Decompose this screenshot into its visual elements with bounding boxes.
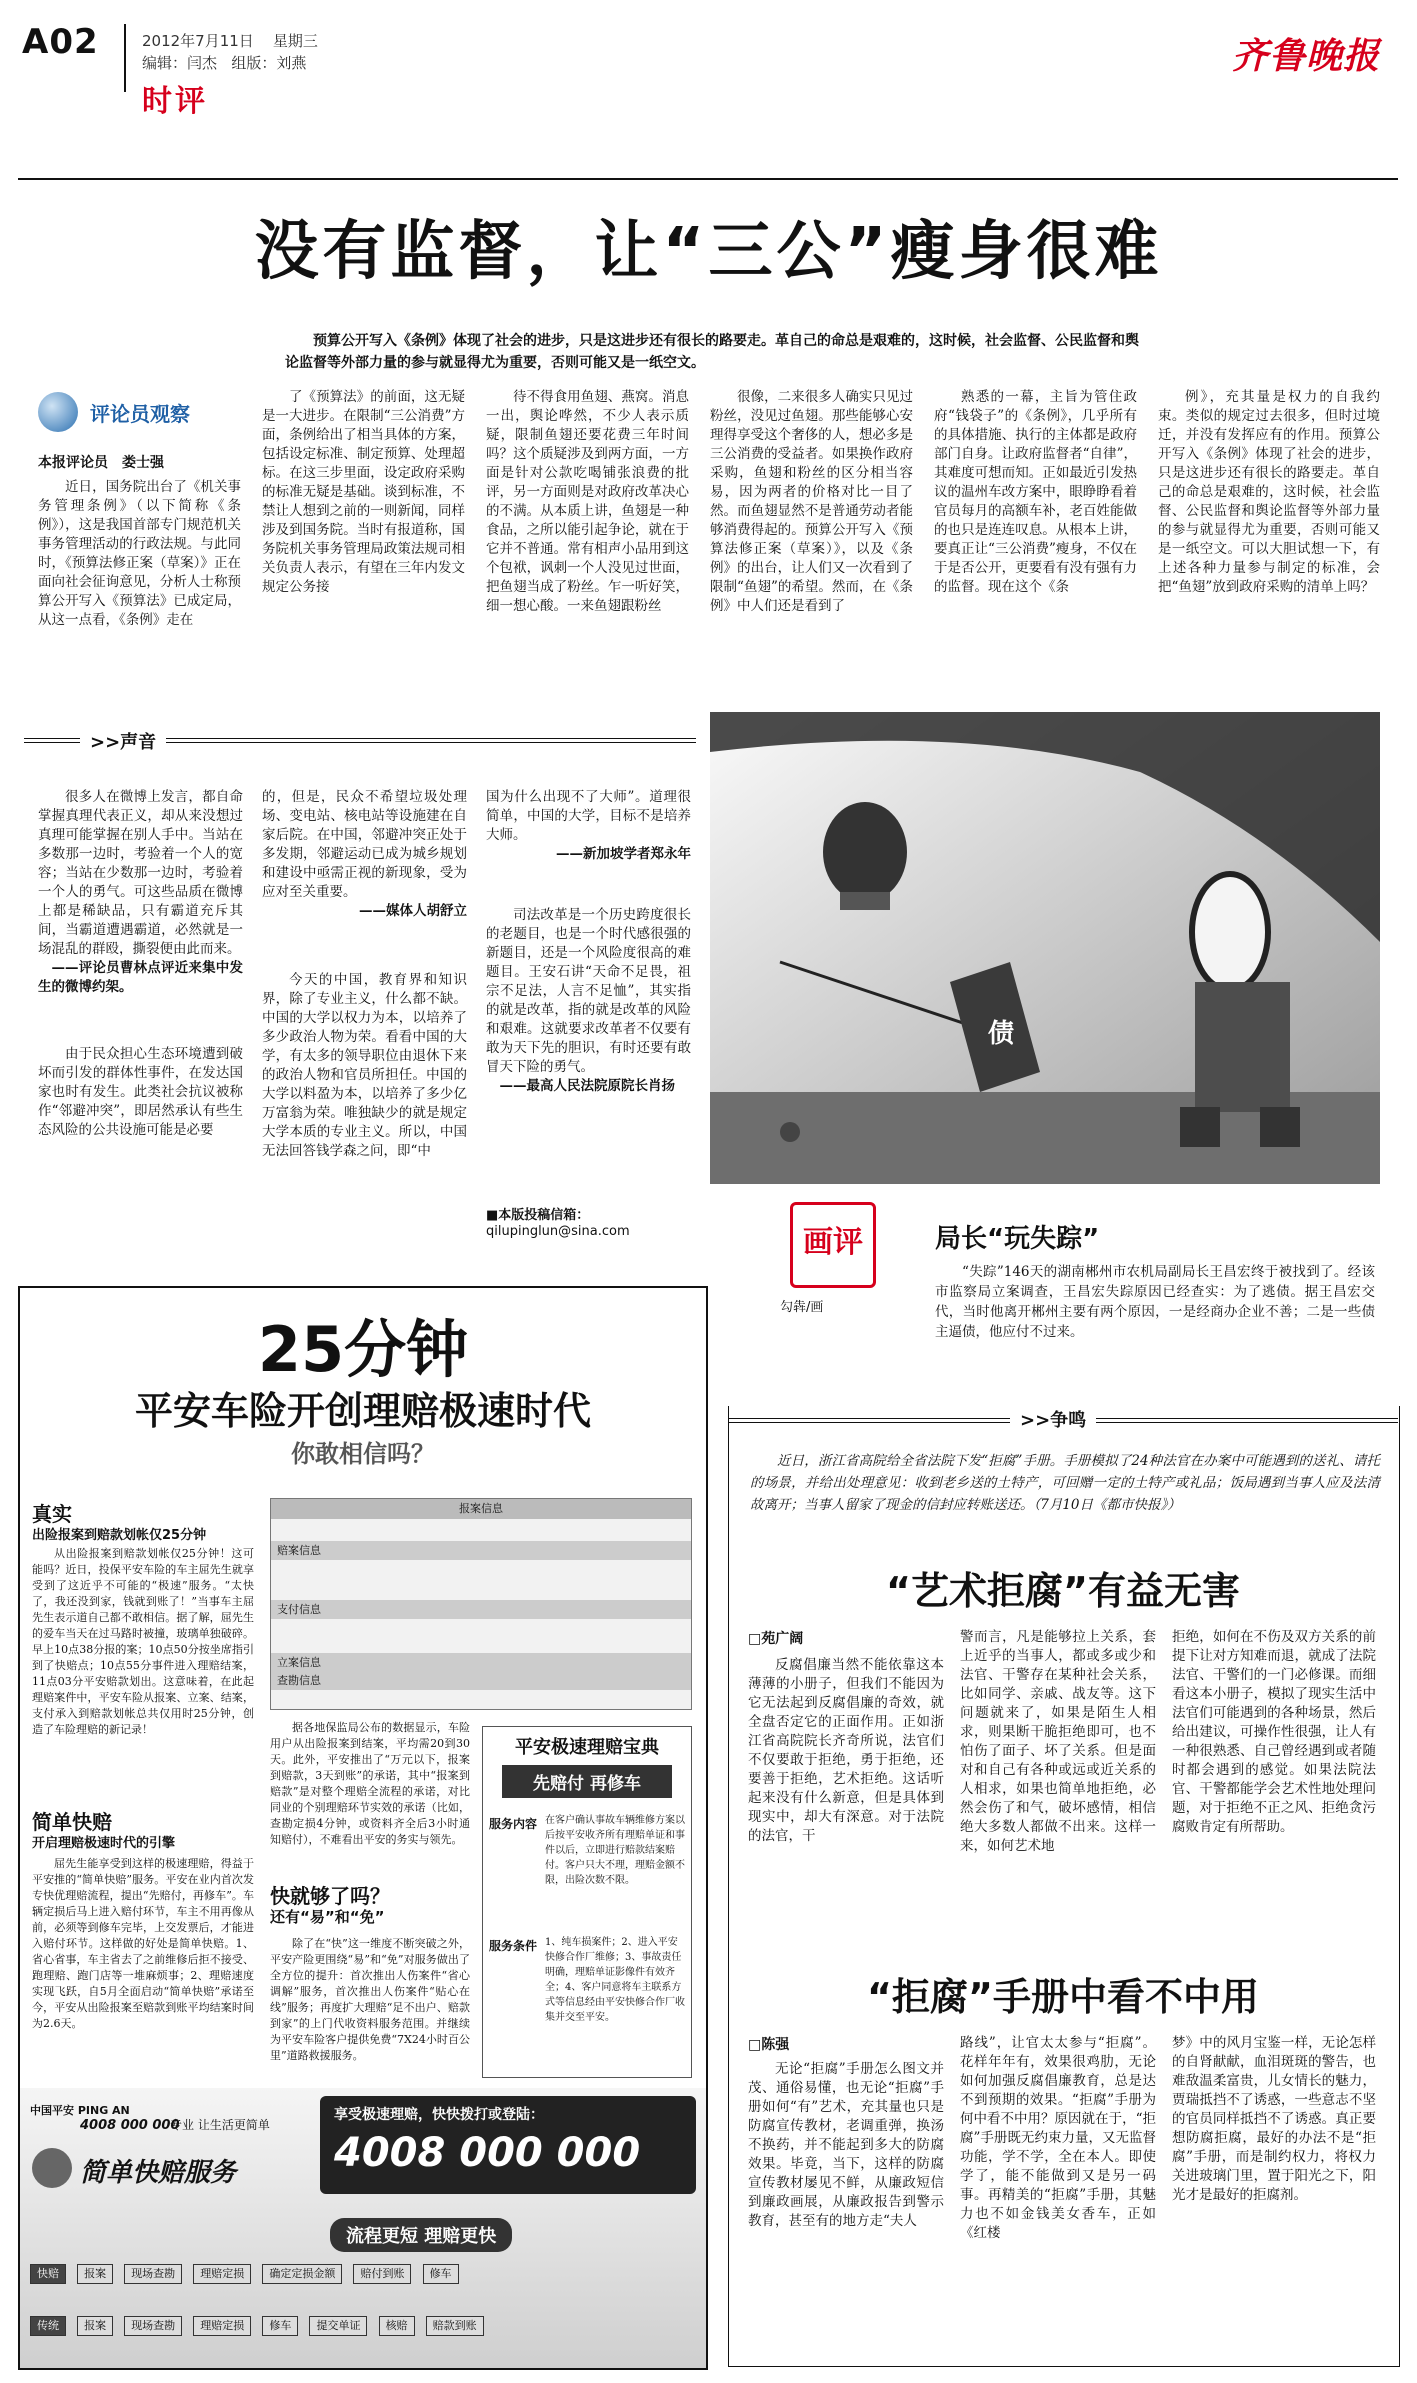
flow-step: 现场查勘 bbox=[124, 2264, 182, 2284]
flow-fast-row bbox=[30, 2262, 696, 2282]
voices-column-2 bbox=[262, 788, 467, 1228]
ad-section-2-text: 屈先生能享受到这样的极速理赔，得益于平安推的“简单快赔”服务。平安在业内首次发专快优理赔流程，提出“先赔付，再修车”。车辆定损后马上进入赔付环节，车主不用再像从前，必须等到修车完毕，上交发票后，才能进入赔付环节。这样做的好处是简单快赔。1、省心省事，车主省去了之前维修后拒不接受、跑理赔、跑门店等一堆麻烦事；2、理赔速度实现飞跃，自5月全面启动“简单快赔”承诺至今，平安从出险报案至赔款到账平均结案时间为2.6天。 bbox=[32, 1857, 254, 2030]
debate-paragraph: 无论“拒腐”手册怎么图文并茂、通俗易懂，也无论“拒腐”手册如何“有”艺术，充其量也只是防腐宣传教材，老调重弹，换汤不换药，并不能起到多大的防腐效果。毕竟，当下，这样的防腐宣传教材屡见不鲜，从廉政短信到廉政画展，从廉政报告到警示教育，甚至有的地方走“夫人 bbox=[748, 2061, 944, 2229]
voice-quote: 由于民众担心生态环境遭到破坏而引发的群体性事件，在发达国家也时有发生。此类社会抗议被称作“邻避冲突”，即居然承认有些生态风险的公共设施可能是必要 bbox=[38, 1046, 243, 1138]
screenshot-fields bbox=[271, 1519, 691, 1542]
commentator-badge-label: 评论员观察 bbox=[90, 402, 190, 426]
cartoon-image bbox=[710, 712, 1380, 1184]
ad-guide-title: 平安极速理赔宝典 bbox=[515, 1737, 659, 1758]
screenshot-fields bbox=[271, 1619, 691, 1654]
article-paragraph: 熟悉的一幕，主旨为管住政府“钱袋子”的《条例》，几乎所有的具体措施、执行的主体都是政府部门自身。让政府监督者“自律”，其难度可想而知。正如最近引发热议的温州车改方案中，眼睁睁看着官员每月的高额车补，老百姓能做的也只是连连叹息。从根本上讲，要真正让“三公消费”瘦身，不仅在于是否公开，更要看有没有强有力的监督。现在这个《条 bbox=[934, 389, 1137, 595]
flow-row-label: 传统 bbox=[30, 2316, 66, 2336]
header-editor: 编辑：闫杰 bbox=[142, 54, 218, 72]
page-number-rule bbox=[124, 24, 126, 92]
flow-trad-row bbox=[30, 2314, 696, 2334]
article-paragraph: 例》，充其量是权力的自我约束。类似的规定过去很多，但时过境迁，并没有发挥应有的作用。预算公开写入《条例》体现了社会的进步，只是这进步还有很长的路要走。革自己的命总是艰难的，这时候，社会监督、公民监督和舆论监督等外部力量的参与就显得尤为重要，否则可能又是一纸空文。可以大胆试想一下，有上述各种力量参与制定的标准，会把“鱼翅”放到政府采购的清单上吗？ bbox=[1158, 389, 1380, 595]
voices-column-1 bbox=[38, 788, 243, 1228]
flow-step: 现场查勘 bbox=[124, 2316, 182, 2336]
debate-title-1: “艺术拒腐”有益无害 bbox=[886, 1569, 1240, 1613]
article-column-1 bbox=[38, 478, 241, 688]
contact-email[interactable]: qilupinglun@sina.com bbox=[486, 1224, 630, 1239]
debate-author-2: □陈强 bbox=[748, 2037, 790, 2053]
ad-brand-slogan: 专业 让生活更简单 bbox=[170, 2118, 270, 2132]
voice-source: ——评论员曹林点评近来集中发生的微博约架。 bbox=[38, 960, 243, 995]
flow-step: 报案 bbox=[77, 2264, 113, 2284]
voices-column-3 bbox=[486, 788, 691, 1228]
debate-paragraph: 路线”，让官太太参与“拒腐”。花样年年有，效果很鸡肋，无论如何加强反腐倡廉教育，总是达不到预期的效果。“拒腐”手册为何中看不中用？原因就在于，“拒腐”手册既无约束力量，又无监督功能，学不学，全在本人。即使学了，能不能做到又是另一码事。再精美的“拒腐”手册，其魅力也不如金钱美女香车，正如《红楼 bbox=[960, 2035, 1156, 2241]
voice-quote: 今天的中国，教育界和知识界，除了专业主义，什么都不缺。中国的大学以权力为本，以培养了多少政治人物为荣。看看中国的大学，有太多的领导职位由退休下来的政治人物和官员所担任。中国的大学以料盈为本，以培养了多少亿万富翁为荣。唯独缺少的就是规定大学本质的专业主义。所以，中国无法回答钱学森之问，即“中 bbox=[262, 972, 467, 1159]
flow-step: 修车 bbox=[262, 2316, 298, 2336]
ad-flow-slogan: 流程更短 理赔更快 bbox=[330, 2218, 512, 2252]
debate-label: >>争鸣 bbox=[1010, 1406, 1096, 1432]
cartoon-title: 局长“玩失踪” bbox=[935, 1224, 1100, 1254]
ad-footer bbox=[20, 2088, 706, 2368]
mascot-icon bbox=[32, 2148, 72, 2188]
screenshot-row: 赔案信息 bbox=[271, 1542, 691, 1560]
commentator-badge bbox=[38, 390, 243, 434]
screenshot-row: 支付信息 bbox=[271, 1601, 691, 1619]
flow-step: 理赔定损 bbox=[193, 2264, 251, 2284]
ad-phone-panel bbox=[320, 2096, 696, 2194]
flow-step: 确定定损金额 bbox=[262, 2264, 342, 2284]
ad-headline: 25分钟 bbox=[257, 1313, 469, 1386]
debate-paragraph: 反腐倡廉当然不能依靠这本薄薄的小册子，但我们不能因为它无法起到反腐倡廉的奇效，就全盘否定它的正面作用。正如浙江省高院院长齐奇所说，法官们不仅要敢于拒绝，勇于拒绝，还要善于拒绝，艺术拒绝。这话听起来没有什么新意，但是具体到现实中，却大有深意。对于法院的法官，干 bbox=[748, 1657, 944, 1844]
cartoon-drawing bbox=[710, 712, 1380, 1184]
debate-title-2: “拒腐”手册中看不中用 bbox=[867, 1975, 1259, 2019]
ad-section-1-sub: 出险报案到赔款划帐仅25分钟 bbox=[32, 1528, 207, 1543]
cartoon-text: “失踪”146天的湖南郴州市农机局副局长王昌宏终于被找到了。经该市监察局立案调查，王昌宏失踪原因已经查实：为了逃债。据王昌宏交代，当时他离开郴州主要有两个原因，一是经商办企业不善；二是一些债主逼债，他应付不过来。 bbox=[935, 1264, 1375, 1340]
ad-brand-phone: 4008 000 000 bbox=[80, 2118, 180, 2133]
debate-2-column-2 bbox=[960, 2034, 1156, 2356]
voices-label: >>声音 bbox=[80, 728, 166, 754]
flow-row-label: 快赔 bbox=[30, 2264, 66, 2284]
ad-phone-number[interactable]: 4008 000 000 bbox=[334, 2130, 641, 2176]
ad-section-4-title: 快就够了吗？ bbox=[270, 1884, 390, 1908]
page-number: A02 bbox=[22, 22, 99, 62]
ad-subhead: 平安车险开创理赔极速时代 bbox=[134, 1389, 591, 1433]
article-column-2 bbox=[262, 388, 465, 688]
ad-section-1-text: 从出险报案到赔款划帐仅25分钟！这可能吗？近日，投保平安车险的车主屈先生就享受到了这近乎不可能的“极速”服务。“太快了，我还没到家，钱就到账了！”当事车主屈先生表示道自己都不敢相信。据了解，屈先生的爱车当天在过马路时被撞，玻璃单独破碎。早上10点38分报的案；10点50分按坐席指引到了快赔点；10点55分事件进入理赔结案，11点03分平安赔款划出。这意味着，在此起理赔案件中，平安车险从报案、立案、结案，支付承入到赔款划帐总共仅用时25分钟，创造了车险理赔的新记录！ bbox=[32, 1547, 254, 1736]
ad-flow-chart bbox=[30, 2218, 696, 2358]
voice-quote-cont: 国为什么出现不了大师”。道理很简单，中国的大学，目标不是培养大师。 bbox=[486, 789, 691, 843]
header-date-line bbox=[142, 30, 318, 51]
debate-paragraph: 拒绝，如何在不伤及双方关系的前提下让对方知难而退，就成了法院法官、干警们的一门必修课。而细看这本小册子，模拟了现实生活中法官们可能遇到的各种场景，然后给出建议，可操作性很强，让人有一种很熟悉、自己曾经遇到或者随时都会遇到的感觉。如果法院法官、干警都能学会艺术性地处理问题，对于拒绝不正之风、拒绝贪污腐败肯定有所帮助。 bbox=[1172, 1629, 1376, 1835]
screenshot-row: 查勘信息 bbox=[271, 1672, 691, 1690]
ad-section-4-text: 除了在“快”这一维度不断突破之外，平安产险更围绕“易”和“免”对服务做出了全方位的提升：首次推出人伤案件“省心调解”服务，首次推出人伤案件“贴心在线”服务；再度扩大理赔“足不出户、赔款到家”的上门代收资料服务范围。并继续为平安车险客户提供免费“7X24小时百公里”道路救援服务。 bbox=[270, 1937, 470, 2062]
voice-source: ——新加坡学者郑永年 bbox=[556, 846, 691, 862]
article-paragraph: 待不得食用鱼翅、燕窝。消息一出，舆论哗然，不少人表示质疑，限制鱼翅还要花费三年时间吗？这个质疑涉及到两方面，一方面是针对公款吃喝铺张浪费的批评，另一方面则是对政府改革决心的不满。从本质上讲，鱼翅是一种食品，之所以能引起争论，就在于它并不普通。常有相声小品用到这个包袱，讽刺一个人没见过世面，把鱼翅当成了粉丝。乍一听好笑，细一想心酸。一来鱼翅跟粉丝 bbox=[486, 389, 689, 614]
ad-section-2-title: 简单快赔 bbox=[32, 1810, 112, 1834]
ad-claims-screenshot bbox=[270, 1498, 692, 1710]
debate-intro: 近日，浙江省高院给全省法院下发“拒腐”手册。手册模拟了24种法官在办案中可能遇到的送礼、请托的场景，并给出处理意见：收到老乡送的土特产，可回赠一定的土特产或礼品；饭局遇到当事人应及法清故离开；当事人留家了现金的信封应转账送还。（7月10日《都市快报》） bbox=[750, 1453, 1380, 1513]
ad-guide-label-2: 服务条件 bbox=[489, 1939, 538, 1953]
article-subtitle: 预算公开写入《条例》体现了社会的进步，只是这进步还有很长的路要走。革自己的命总是艰难的，这时候，社会监督、公民监督和舆论监督等外部力量的参与就显得尤为重要，否则可能又是一纸空文。 bbox=[285, 333, 1139, 371]
article-paragraph: 了《预算法》的前面，这无疑是一大进步。在限制“三公消费”方面，条例给出了相当具体的方案，包括设定标准、制定预算、处理超标。在这三步里面，设定政府采购的标准无疑是基础。谈到标准，不禁让人想到之前的一则新闻，同样涉及到国务院。当时有报道称，国务院机关事务管理局政策法规司相关负责人表示，有望在三年内发文规定公务接 bbox=[262, 389, 465, 595]
article-paragraph: 近日，国务院出台了《机关事务管理条例》（以下简称《条例》），这是我国首部专门规范机关事务管理活动的行政法规。与此同时，《预算法修正案（草案）》正在面向社会征询意见，分析人士称预算公开写入《预算法》已成定局，从这一点看，《条例》走在 bbox=[38, 479, 241, 628]
debt-tag-text: 债 bbox=[988, 1019, 1015, 1049]
ad-tagline: 你敢相信吗？ bbox=[291, 1440, 435, 1468]
flow-step: 报案 bbox=[77, 2316, 113, 2336]
flow-step: 赔款到账 bbox=[426, 2316, 484, 2336]
flow-step: 核赔 bbox=[379, 2316, 415, 2336]
voice-quote: 司法改革是一个历史跨度很长的老题目，也是一个时代感很强的新题目，还是一个风险度很高的难题目。王安石讲“天命不足畏，祖宗不足法，人言不足恤”，其实指的就是改革，指的就是改革的风险和艰难。这就要求改革者不仅要有敢为天下先的胆识，有时还要有敢冒天下险的勇气。 bbox=[486, 907, 691, 1075]
ad-guide-sub: 先赔付 再修车 bbox=[502, 1765, 672, 1798]
debate-1-column-2 bbox=[960, 1628, 1156, 1946]
ad-guide-box bbox=[482, 1726, 692, 2078]
section-name: 时评 bbox=[142, 84, 208, 119]
flow-step: 修车 bbox=[423, 2264, 459, 2284]
article-paragraph: 很像，二来很多人确实只见过粉丝，没见过鱼翅。那些能够心安理得享受这个奢侈的人，想必多是三公消费的受益者。如果换作政府采购，鱼翅和粉丝的区分相当容易，因为两者的价格对比一目了然。而鱼翅显然不是普通劳动者能够消费得起的。预算公开写入《预算法修正案（草案）》，以及《条例》的出台，让人们又一次看到了限制“鱼翅”的希望。然而，在《条例》中人们还是看到了 bbox=[710, 389, 913, 614]
flow-step: 理赔定损 bbox=[193, 2316, 251, 2336]
article-title: 没有监督，让“三公”瘦身很难 bbox=[254, 215, 1163, 289]
cartoon-badge-label: 画评 bbox=[803, 1225, 863, 1260]
ad-section-4-sub: 还有“易”和“免” bbox=[270, 1908, 385, 1926]
voice-quote: 很多人在微博上发言，都自命掌握真理代表正义，却从来没想过真理可能掌握在别人手中。当站在多数那一边时，考验着一个人的宽容；当站在少数那一边时，考验着一个人的勇气。可这些品质在微博上都是稀缺品，只有霸道充斥其间，当霸道遭遇霸道，必然就是一场混乱的群殴，撕裂便由此而来。 bbox=[38, 789, 243, 957]
article-column-4 bbox=[710, 388, 913, 688]
voice-quote-cont: 的，但是，民众不希望垃圾处理场、变电站、核电站等设施建在自家后院。在中国，邻避冲突正处于多发期，邻避运动已成为城乡规划和建设中亟需正视的新现象，受为应对至关重要。 bbox=[262, 789, 467, 900]
voice-source: ——媒体人胡舒立 bbox=[359, 903, 467, 919]
debate-2-column-1 bbox=[748, 2060, 944, 2356]
contact-label: ■本版投稿信箱： bbox=[486, 1208, 590, 1223]
flow-step: 提交单证 bbox=[309, 2316, 367, 2336]
header-weekday: 星期三 bbox=[272, 32, 318, 50]
article-column-6 bbox=[1158, 388, 1380, 688]
flow-step: 赔付到账 bbox=[353, 2264, 411, 2284]
cartoon-credit: 勾犇/画 bbox=[780, 1300, 824, 1315]
ad-guide-label-1: 服务内容 bbox=[489, 1817, 538, 1831]
ad-section-2-sub: 开启理赔极速时代的引擎 bbox=[32, 1836, 176, 1851]
ad-guide-text-1: 在客户确认事故车辆维修方案以后按平安收齐所有理赔单证和事件以后，立即进行赔款结案赔付。客户只大不理，理赔金额不限，出险次数不限。 bbox=[545, 1815, 685, 1886]
ad-phone-lead: 享受极速理赔，快快拨打或登陆： bbox=[334, 2107, 544, 2123]
debate-1-column-3 bbox=[1172, 1628, 1376, 1946]
header-layout: 组版：刘燕 bbox=[231, 54, 307, 72]
ad-frame bbox=[18, 1286, 708, 2370]
debate-1-column-1 bbox=[748, 1656, 944, 1946]
header-date: 2012年7月11日 bbox=[142, 32, 254, 50]
ad-section-3-text: 据各地保监局公布的数据显示，车险用户从出险报案到结案，平均需20到30天。此外，平安推出了“万元以下，报案到赔款，3天到账”的承诺，其中“报案到赔款”是对整个理赔全流程的承诺，对比同业的个别理赔环节实效的承诺（比如，查勘定损4分钟，或资料齐全后3小时通知赔付），不难看出平安的务实与领先。 bbox=[270, 1721, 470, 1846]
ad-service-name: 简单快赔服务 bbox=[80, 2158, 237, 2188]
cartoon-badge bbox=[790, 1202, 876, 1288]
paper-logo: 齐鲁晚报 bbox=[1232, 35, 1381, 77]
screenshot-fields bbox=[271, 1560, 691, 1601]
globe-icon bbox=[38, 392, 78, 432]
ad-guide-text-2: 1、纯车损案件；2、进入平安快修合作厂维修；3、事故责任明确，理赔单证影像件有效齐全；4、客户同意将车主联系方式等信息经由平安快修合作厂收集并交至平安。 bbox=[545, 1937, 685, 2023]
header-editor-line bbox=[142, 52, 306, 73]
debate-paragraph: 梦》中的风月宝鉴一样，无论怎样的自肾献献，血泪斑斑的警告，也难敌温柔富贵，儿女情长的魅力，贾瑞抵挡不了诱惑，一些意志不坚的官员同样抵挡不了诱惑。真正要想防腐拒腐，最好的办法不是“拒腐”手册，而是制约权力，将权力关进玻璃门里，置于阳光之下，阳光才是最好的拒腐剂。 bbox=[1172, 2035, 1376, 2203]
debate-2-column-3 bbox=[1172, 2034, 1376, 2356]
debate-author-1: □苑广阔 bbox=[748, 1631, 804, 1647]
screenshot-row: 报案信息 bbox=[271, 1499, 691, 1519]
ad-section-1-title: 真实 bbox=[32, 1502, 72, 1526]
article-column-3 bbox=[486, 388, 689, 688]
ad-brand: 中国平安 PING AN bbox=[30, 2104, 130, 2117]
debate-paragraph: 警而言，凡是能够拉上关系，套上近乎的当事人，都或多或少和法官、干警存在某种社会关系，比如同学、亲戚、战友等。这下问题就来了，如果是陌生人相求，则果断干脆拒绝即可，也不怕伤了面子、坏了关系。但是面对和自己有各种或远或近关系的人相求，如果也简单地拒绝，必然会伤了和气，破坏感情，相信绝大多数人都做不出来。这样一来，如何艺术地 bbox=[960, 1629, 1156, 1854]
article-byline: 本报评论员 娄士强 bbox=[38, 455, 164, 471]
article-column-5 bbox=[934, 388, 1137, 688]
screenshot-row: 立案信息 bbox=[271, 1654, 691, 1672]
voice-source: ——最高人民法院原院长肖扬 bbox=[499, 1078, 675, 1094]
